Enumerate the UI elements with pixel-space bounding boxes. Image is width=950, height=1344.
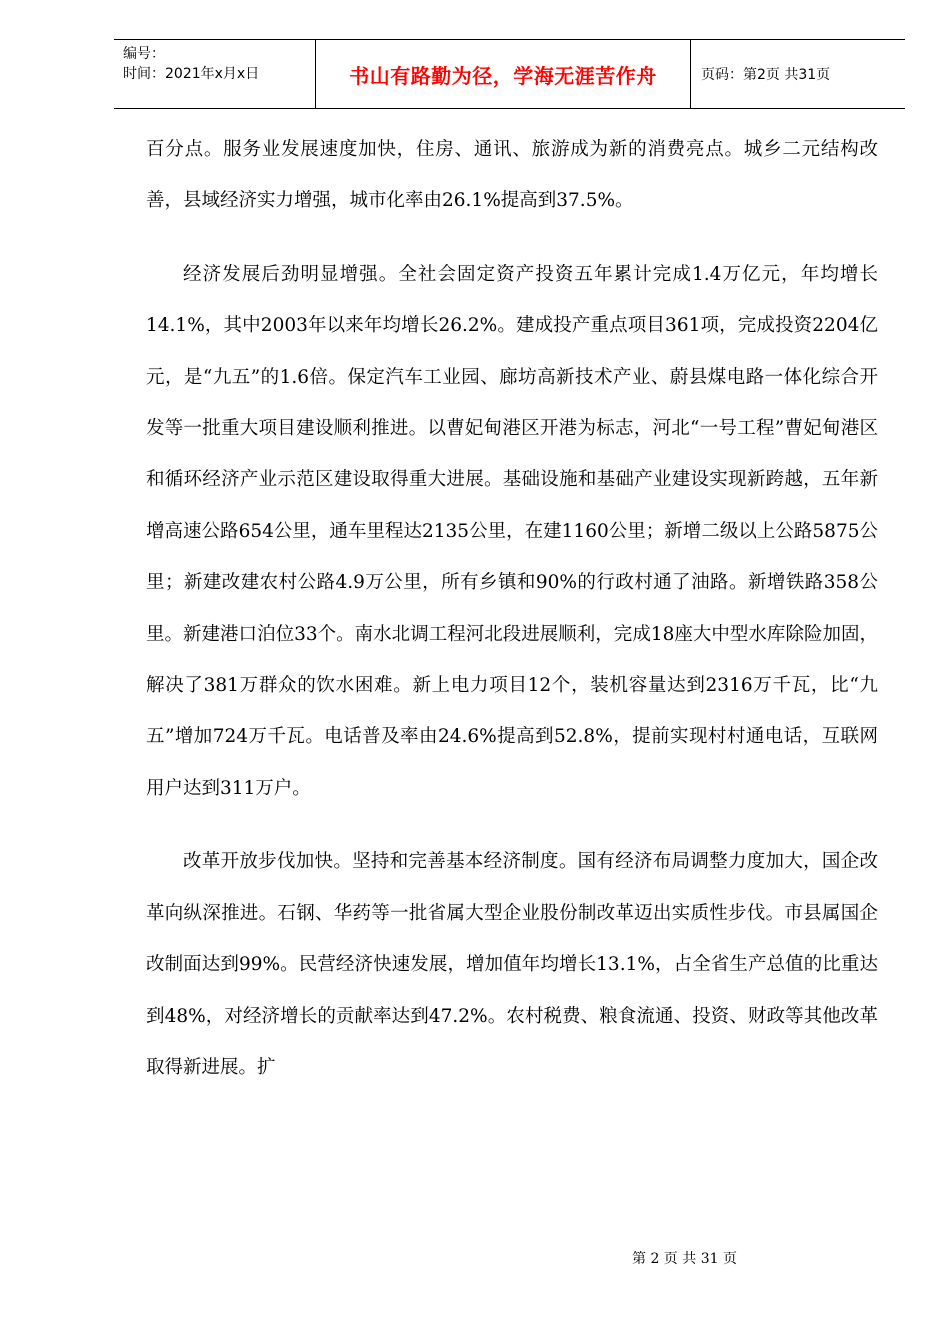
header-meta bbox=[114, 40, 316, 108]
header-motto bbox=[316, 40, 691, 108]
motto-text: 书山有路勤为径，学海无涯苦作舟 bbox=[349, 63, 657, 88]
document-body bbox=[146, 124, 878, 1093]
page-footer: 第 2 页 共 31 页 bbox=[632, 1251, 737, 1267]
header-page-info: 页码：第2页 共31页 bbox=[701, 67, 831, 83]
paragraph-2: 经济发展后劲明显增强。全社会固定资产投资五年累计完成1.4万亿元，年均增长14.1%，其中2003年以来年均增长26.2%。建成投产重点项目361项，完成投资2204亿元，是“九五”的1.6倍。保定汽车工业园、廊坊高新技术产业、蔚县煤电路一体化综合开发等一批重大项目建设顺利推进。以曹妃甸港区开港为标志，河北“一号工程”曹妃甸港区和循环经济产业示范区建设取得重大进展。基础设施和基础产业建设实现新跨越，五年新增高速公路654公里，通车里程达2135公里，在建1160公里；新增二级以上公路5875公里；新建改建农村公路4.9万公里，所有乡镇和90%的行政村通了油路。新增铁路358公里。新建港口泊位33个。南水北调工程河北段进展顺利，完成18座大中型水库除险加固，解决了381万群众的饮水困难。新上电力项目12个，装机容量达到2316万千瓦，比“九五”增加724万千瓦。电话普及率由24.6%提高到52.8%，提前实现村村通电话，互联网用户达到311万户。 bbox=[146, 263, 878, 799]
paragraph-3: 改革开放步伐加快。坚持和完善基本经济制度。国有经济布局调整力度加大，国企改革向纵深推进。石钢、华药等一批省属大型企业股份制改革迈出实质性步伐。市县属国企改制面达到99%。民营经济快速发展，增加值年均增长13.1%，占全省生产总值的比重达到48%，对经济增长的贡献率达到47.2%。农村税费、粮食流通、投资、财政等其他改革取得新进展。扩 bbox=[146, 851, 878, 1078]
time-label: 时间：2021年x月x日 bbox=[123, 66, 260, 82]
number-label: 编号： bbox=[123, 46, 165, 62]
page-header bbox=[114, 39, 905, 109]
paragraph-1: 百分点。服务业发展速度加快，住房、通讯、旅游成为新的消费亮点。城乡二元结构改善，县域经济实力增强，城市化率由26.1%提高到37.5%。 bbox=[146, 139, 878, 212]
